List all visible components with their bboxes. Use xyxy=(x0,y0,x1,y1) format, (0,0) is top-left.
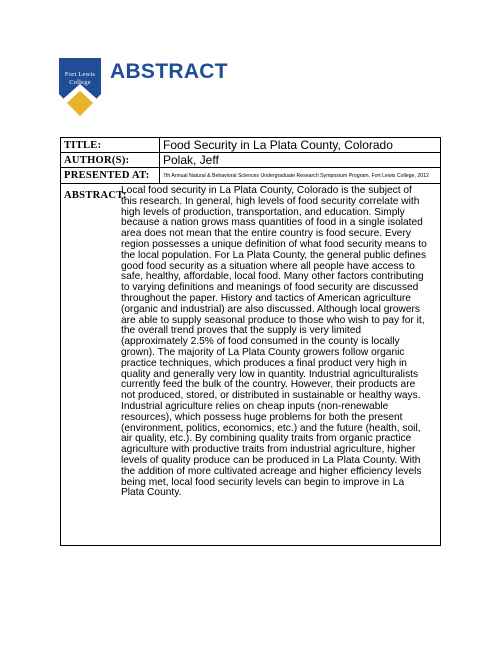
abstract-text: Local food security in La Plata County, Colorado is the subject of this research. In general, high levels of food security correlate with high levels of production, transportation, and education. Simply because a nation grows mass quantities of food in a single isolated area does not mean that the entire country is food secure. Every region possesses a unique definition of what food security means to the local population. For La Plata County, the general public defines good food security as a situation where all people have access to safe, healthy, affordable, local food. Many other factors contributing to varying definitions and meanings of food security are discussed throughout the paper. History and tactics of American agriculture (organic and industrial) are also discussed. Although local growers are able to supply seasonal produce to those who wish to pay for it, the overall trend proves that the supply is very limited (approximately 2.5% of food consumed in the county is locally grown). The majority of La Plata County growers follow organic practice techniques, which produces a final product very high in quality and generally very low in quantity. Industrial agriculturalists currently feed the bulk of the country. However, their products are not produced, stored, or distributed in sustainable or healthy ways. Industrial agriculture relies on cheap inputs (non-renewable resources), which possess huge problems for both the present (environment, politics, economics, etc.) and the future (health, soil, air quality, etc.). By combining quality traits from organic practice agriculture with productive traits from industrial agriculture, higher levels of quality produce can be produced in La Plata County. With the addition of more cultivated acreage and higher efficiency levels being met, local food security levels can begin to improve in La Plata County. xyxy=(121,185,427,499)
author-label: AUTHOR(S): xyxy=(61,153,160,167)
abstract-table xyxy=(60,137,441,546)
presented-label: PRESENTED AT: xyxy=(61,168,160,183)
presented-value: 7th Annual Natural & Behavioral Sciences Undergraduate Research Symposium Program, Fort Lewis College, 2012 xyxy=(163,172,429,179)
college-logo xyxy=(59,58,101,116)
presented-row xyxy=(61,168,440,184)
logo-text-line1: Fort Lewis xyxy=(64,71,96,78)
logo-text-line2: College xyxy=(69,79,91,86)
abstract-label: ABSTRACT: xyxy=(64,190,127,201)
page-title: ABSTRACT xyxy=(110,60,228,83)
title-value: Food Security in La Plata County, Colorado xyxy=(163,138,393,152)
title-label: TITLE: xyxy=(61,138,160,152)
author-row xyxy=(61,153,440,168)
author-value: Polak, Jeff xyxy=(163,153,219,167)
title-row xyxy=(61,138,440,153)
